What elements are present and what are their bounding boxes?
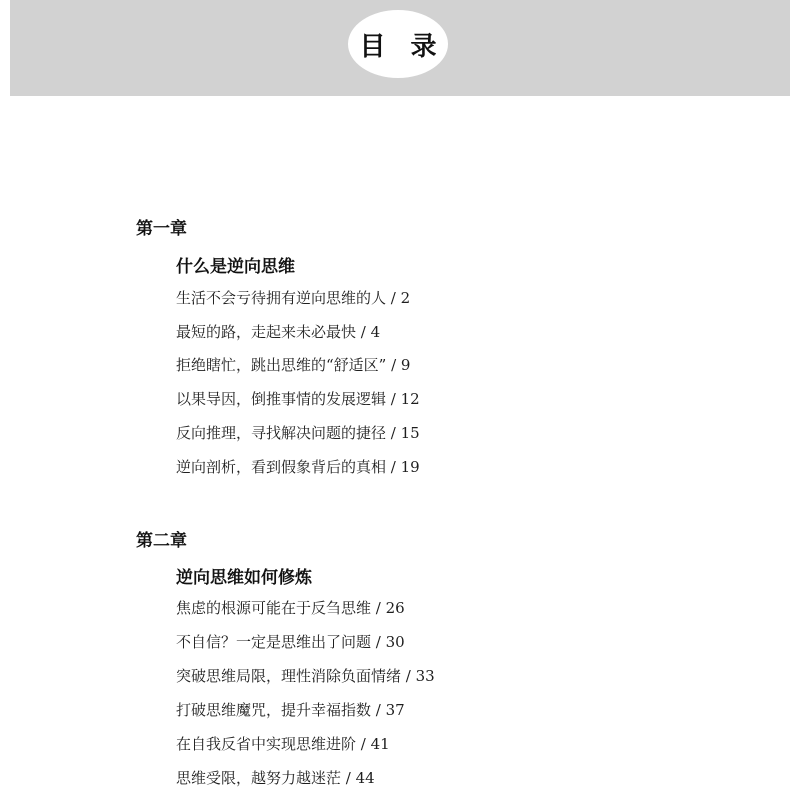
toc-entry[interactable]: 思维受限，越努力越迷茫 / 44: [176, 769, 375, 787]
toc-entry[interactable]: 在自我反省中实现思维进阶 / 41: [176, 735, 390, 753]
toc-entry[interactable]: 焦虑的根源可能在于反刍思维 / 26: [176, 599, 405, 617]
chapter-1-section-title: 什么是逆向思维: [176, 257, 295, 277]
toc-entry[interactable]: 以果导因，倒推事情的发展逻辑 / 12: [176, 390, 420, 408]
chapter-2-section-title: 逆向思维如何修炼: [176, 568, 312, 588]
chapter-1-label: 第一章: [136, 219, 187, 239]
toc-entry[interactable]: 生活不会亏待拥有逆向思维的人 / 2: [176, 289, 411, 307]
chapter-2-label: 第二章: [136, 531, 187, 551]
page-title: 目 录: [359, 31, 445, 62]
toc-title-oval: [348, 10, 448, 78]
toc-entry[interactable]: 逆向剖析，看到假象背后的真相 / 19: [176, 458, 420, 476]
toc-entry[interactable]: 突破思维局限，理性消除负面情绪 / 33: [176, 667, 435, 685]
toc-entry[interactable]: 打破思维魔咒，提升幸福指数 / 37: [176, 701, 405, 719]
toc-entry[interactable]: 不自信？一定是思维出了问题 / 30: [176, 633, 405, 651]
toc-entry[interactable]: 最短的路，走起来未必最快 / 4: [176, 323, 381, 341]
toc-entry[interactable]: 反向推理，寻找解决问题的捷径 / 15: [176, 424, 420, 442]
toc-entry[interactable]: 拒绝瞎忙，跳出思维的“舒适区” / 9: [176, 356, 411, 374]
